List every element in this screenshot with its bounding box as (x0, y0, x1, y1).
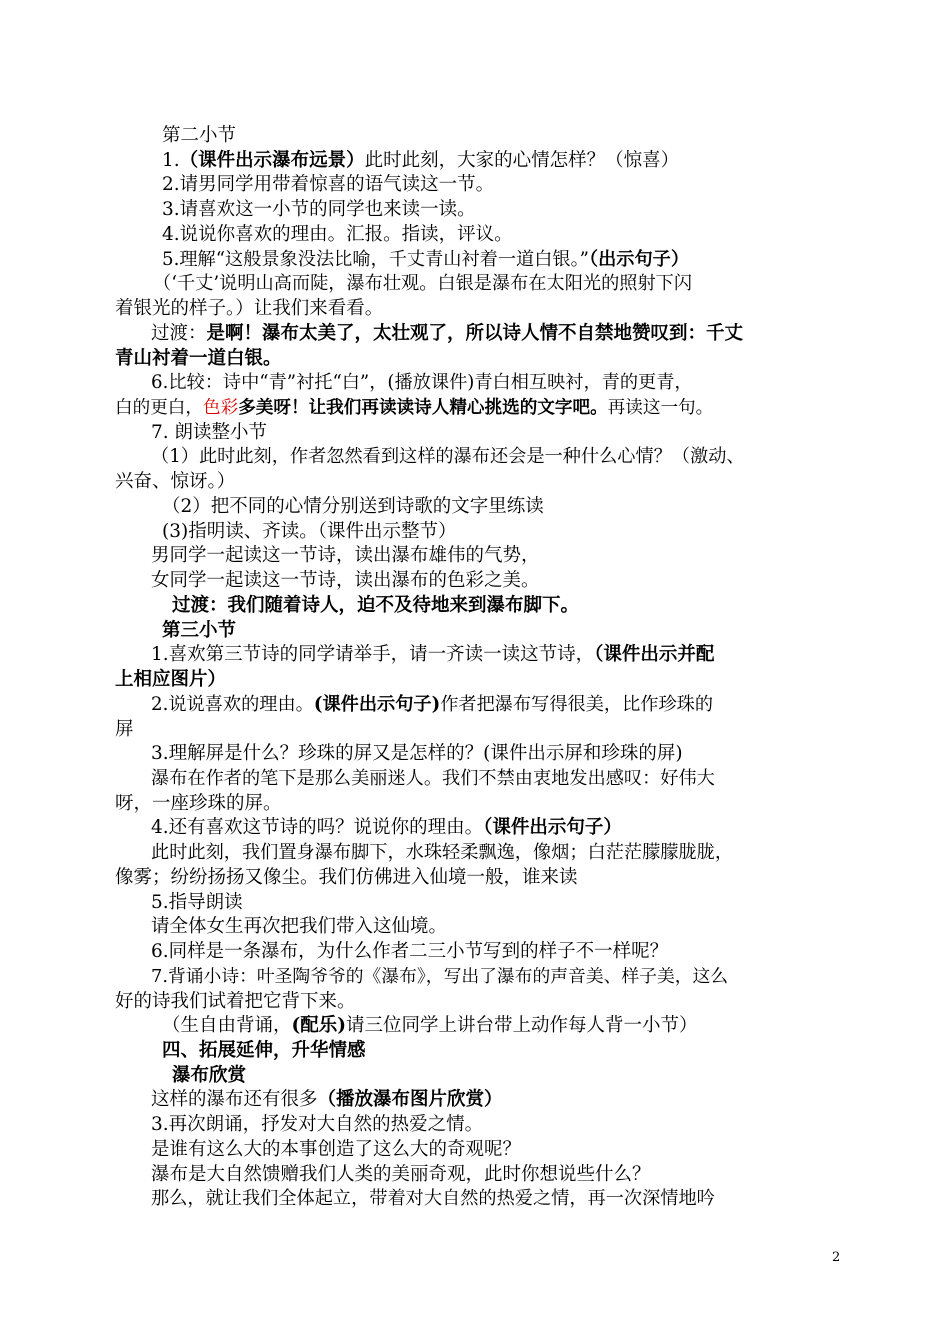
bold-text: 青山衬着一道白银。 (115, 347, 282, 369)
bold-text: 瀑布欣赏 (172, 1064, 247, 1086)
text-run: （2）把不同的心情分别送到诗歌的文字里练读 (162, 495, 544, 517)
text-line (151, 1163, 651, 1187)
text-line (151, 915, 447, 939)
text-line (151, 965, 728, 989)
bold-text: 上相应图片） (115, 669, 227, 691)
text-run: 第二小节 (162, 125, 237, 146)
text-line (153, 272, 692, 296)
bold-text: 是啊！瀑布太美了，太壮观了，所以诗人情不自禁地赞叹到：千丈 (206, 322, 744, 344)
text-line (151, 544, 540, 568)
text-line (162, 124, 236, 148)
text-run: 2.请男同学用带着惊喜的语气读这一节。 (162, 174, 495, 196)
bold-text: （课件出示句子） (483, 817, 622, 839)
text-run: 过渡： (151, 322, 207, 344)
text-run: 再读这一句。 (607, 398, 714, 419)
text-line (115, 297, 383, 321)
text-line (151, 371, 693, 395)
text-line (151, 693, 713, 717)
text-line (172, 594, 579, 618)
text-line (162, 520, 456, 544)
bold-text: 过渡：我们随着诗人，迫不及待地来到瀑布脚下。 (172, 594, 580, 616)
text-line (151, 445, 745, 469)
bold-text: （出示句子） (588, 248, 690, 270)
text-line (162, 1014, 698, 1038)
bold-text: (课件出示句子) (313, 693, 441, 715)
text-line (162, 1039, 366, 1063)
text-run: 呀，一座珍珠的屏。 (115, 792, 282, 814)
text-line (151, 322, 743, 346)
text-line (115, 990, 356, 1014)
text-run: 那么，就让我们全体起立，带着对大自然的热爱之情，再一次深情地吟 (151, 1188, 715, 1210)
bold-text: (配乐) (291, 1015, 347, 1037)
text-run: 2.说说喜欢的理由。 (151, 693, 314, 715)
text-run: 7.背诵小诗：叶圣陶爷爷的《瀑布》，写出了瀑布的声音美、样子美，这么 (151, 965, 729, 987)
text-line (151, 767, 715, 791)
text-run: 作者把瀑布写得很美，比作珍珠的 (440, 693, 714, 715)
text-line (115, 347, 282, 371)
text-run: (3)指明读、齐读。（课件出示整节） (162, 520, 457, 542)
text-run: 4.还有喜欢这节诗的吗？说说你的理由。 (151, 817, 484, 839)
text-run: 7. 朗读整小节 (151, 421, 268, 443)
text-line (151, 1088, 503, 1112)
text-line (115, 396, 713, 420)
text-line (162, 223, 513, 247)
highlighted-text: 色彩 (202, 398, 239, 419)
text-line (115, 470, 235, 494)
bold-text: （课件出示并配 (594, 644, 715, 666)
text-line (151, 1113, 483, 1137)
text-line (151, 841, 733, 865)
text-run: 4.说说你喜欢的理由。汇报。指读，评议。 (162, 223, 513, 245)
text-run: 屏 (115, 718, 134, 740)
text-line (115, 866, 578, 890)
text-run: 着银光的样子。）让我们来看看。 (115, 298, 384, 320)
text-line (162, 248, 689, 272)
text-run: 是谁有这么大的本事创造了这么大的奇观呢？ (151, 1138, 522, 1160)
text-line (151, 891, 243, 915)
text-line (151, 643, 714, 667)
text-run: 像雾；纷纷扬扬又像尘。我们仿佛进入仙境一般，谁来读 (115, 866, 578, 888)
text-line (151, 1138, 521, 1162)
text-run: 1. (162, 149, 180, 171)
text-line (162, 495, 544, 519)
text-line (162, 619, 236, 643)
text-line (151, 569, 540, 593)
text-run: （‘千丈’说明山高而陡，瀑布壮观。白银是瀑布在太阳光的照射下闪 (153, 273, 693, 295)
text-run: 瀑布是大自然馈赠我们人类的美丽奇观，此时你想说些什么？ (151, 1163, 651, 1185)
bold-text: 多美呀！让我们再读读诗人精心挑选的文字吧。 (238, 397, 608, 419)
bold-text: （课件出示瀑布远景） (179, 149, 365, 171)
text-run: 请三位同学上讲台带上动作每人背一小节） (346, 1015, 698, 1037)
bold-text: （播放瀑布图片欣赏） (317, 1089, 503, 1111)
text-run: 女同学一起读这一节诗，读出瀑布的色彩之美。 (151, 570, 540, 592)
text-line (151, 940, 668, 964)
page-number: 2 (832, 1250, 841, 1265)
text-run: 兴奋、惊讶。） (115, 471, 236, 493)
text-run: 请全体女生再次把我们带入这仙境。 (151, 916, 448, 938)
text-line (162, 149, 679, 173)
text-line (172, 1064, 246, 1088)
text-run: 5.理解“这般景象没法比喻，千丈青山衬着一道白银。” (162, 248, 589, 270)
text-line (151, 816, 622, 840)
text-line (151, 421, 267, 445)
text-run: 此时此刻，大家的心情怎样？（惊喜） (364, 149, 680, 171)
text-run: （1）此时此刻，作者忽然看到这样的瀑布还会是一种什么心情？（激动、 (151, 446, 745, 468)
text-run: 1.喜欢第三节诗的同学请举手，请一齐读一读这节诗， (151, 644, 595, 666)
text-run: 好的诗我们试着把它背下来。 (115, 990, 356, 1012)
text-line (115, 718, 134, 742)
text-run: 男同学一起读这一节诗，读出瀑布雄伟的气势， (151, 545, 540, 567)
text-run: 瀑布在作者的笔下是那么美丽迷人。我们不禁由衷地发出感叹：好伟大 (151, 767, 715, 789)
bold-text: 四、拓展延伸，升华情感 (162, 1040, 366, 1061)
text-run: 3.请喜欢这一小节的同学也来读一读。 (162, 199, 476, 221)
text-line (151, 1187, 715, 1211)
text-line (151, 742, 683, 766)
text-run: 6.同样是一条瀑布，为什么作者二三小节写到的样子不一样呢？ (151, 941, 669, 963)
text-line (162, 173, 494, 197)
text-line (115, 668, 226, 692)
text-run: 3.理解屏是什么？珍珠的屏又是怎样的？(课件出示屏和珍珠的屏) (151, 743, 683, 765)
text-run: 5.指导朗读 (151, 891, 243, 913)
bold-text: 第三小节 (162, 619, 237, 641)
text-run: 3.再次朗诵，抒发对大自然的热爱之情。 (151, 1114, 484, 1136)
text-run: 此时此刻，我们置身瀑布脚下，水珠轻柔飘逸，像烟；白茫茫朦朦胧胧， (151, 842, 734, 864)
text-run: 这样的瀑布还有很多 (151, 1089, 318, 1111)
text-line (115, 792, 282, 816)
text-run: 6.比较：诗中“青”衬托“白”，(播放课件)青白相互映衬，青的更青， (151, 372, 693, 394)
text-line (162, 198, 476, 222)
text-run: 白的更白， (115, 398, 203, 419)
text-run: （生自由背诵， (162, 1015, 292, 1037)
